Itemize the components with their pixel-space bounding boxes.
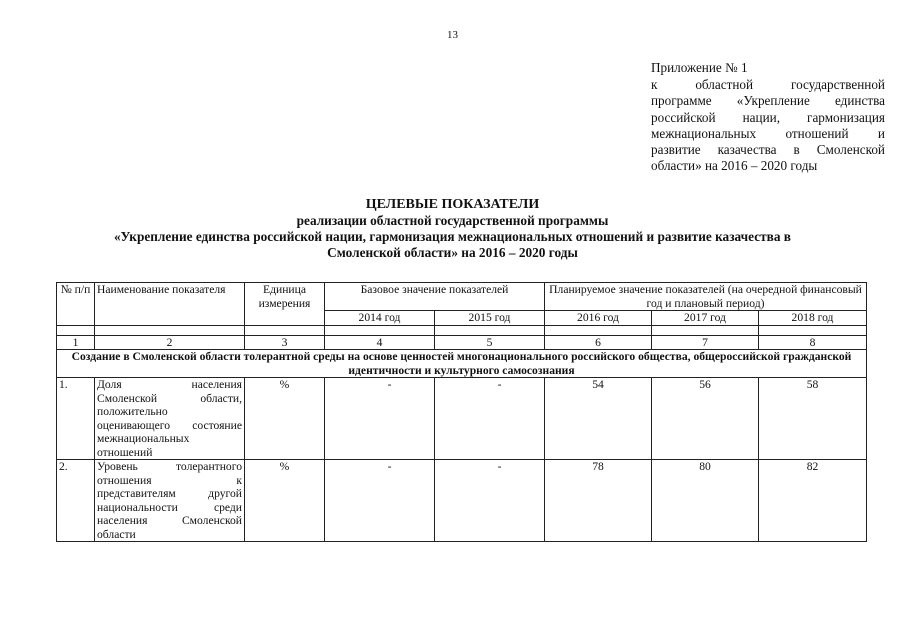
indicator-name-line: Уровень толерантного [97, 460, 242, 473]
indicator-name [95, 378, 245, 460]
column-number: 1 [57, 335, 95, 350]
page-number: 13 [447, 29, 458, 41]
value-2017: 80 [652, 460, 759, 542]
appendix-line: к областной государственной [651, 77, 885, 93]
indicator-name-line: Доля населения [97, 378, 242, 391]
document-heading [0, 197, 905, 261]
table-row [57, 378, 867, 460]
appendix-line: развитие казачества в Смоленской [651, 142, 885, 158]
value-2016: 78 [545, 460, 652, 542]
value-2015: - [435, 378, 545, 460]
value-2018: 82 [759, 460, 867, 542]
unit-value: % [245, 378, 325, 460]
year-header: 2014 год [325, 311, 435, 326]
indicator-name-line: области [97, 527, 136, 541]
header-planned: Планируемое значение показателей (на очередной финансовый год и плановый период) [545, 283, 867, 311]
section-title: Создание в Смоленской области толерантной среды на основе ценностей многонационального российского общества, общероссийской гражданской идентичности и культурного самосознания [57, 350, 867, 378]
column-number: 2 [95, 335, 245, 350]
header-name: Наименование показателя [95, 283, 245, 326]
appendix-line: межнациональных отношений и [651, 125, 885, 141]
unit-value: % [245, 460, 325, 542]
column-number: 8 [759, 335, 867, 350]
indicator-name-line: отношения к [97, 473, 242, 487]
value-2018: 58 [759, 378, 867, 460]
appendix-line: области» на 2016 – 2020 годы [651, 158, 818, 174]
indicator-name-line: межнациональных [97, 432, 190, 445]
column-number: 7 [652, 335, 759, 350]
heading-subtitle: реализации областной государственной программы [296, 213, 609, 228]
indicator-name-line: национальности среди [97, 500, 242, 514]
indicator-name [95, 460, 245, 542]
column-number: 4 [325, 335, 435, 350]
table-row [57, 460, 867, 542]
indicators-table [56, 282, 867, 542]
column-number: 3 [245, 335, 325, 350]
header-base: Базовое значение показателей [325, 283, 545, 311]
indicator-name-line: представителям другой [97, 487, 242, 500]
year-header: 2018 год [759, 311, 867, 326]
year-header: 2015 год [435, 311, 545, 326]
value-2016: 54 [545, 378, 652, 460]
row-number: 2. [57, 460, 95, 542]
appendix-line: программе «Укрепление единства [651, 93, 885, 109]
column-numbers-row [57, 335, 867, 350]
header-unit: Единица измерения [245, 283, 325, 326]
year-header: 2016 год [545, 311, 652, 326]
appendix-line: российской нации, гармонизация [651, 109, 885, 125]
value-2017: 56 [652, 378, 759, 460]
table-header-row [57, 283, 867, 311]
indicator-name-line: населения Смоленской [97, 514, 242, 527]
heading-program-name: «Укрепление единства российской нации, гармонизация межнациональных отношений и развитие казачества в [113, 229, 791, 244]
value-2014: - [325, 378, 435, 460]
value-2015: - [435, 460, 545, 542]
table-spacer-row [57, 325, 867, 335]
value-2014: - [325, 460, 435, 542]
indicator-name-line: оценивающего состояние [97, 418, 242, 432]
appendix-block [651, 60, 885, 174]
appendix-title: Приложение № 1 [651, 60, 748, 75]
column-number: 6 [545, 335, 652, 350]
section-row [57, 350, 867, 378]
row-number: 1. [57, 378, 95, 460]
indicator-name-line: отношений [97, 445, 153, 459]
year-header: 2017 год [652, 311, 759, 326]
header-num: № п/п [57, 283, 95, 326]
indicator-name-line: положительно [97, 405, 168, 418]
heading-program-name-cont: Смоленской области» на 2016 – 2020 годы [327, 245, 578, 260]
indicator-name-line: Смоленской области, [97, 391, 242, 405]
column-number: 5 [435, 335, 545, 350]
heading-title: ЦЕЛЕВЫЕ ПОКАЗАТЕЛИ [365, 197, 540, 212]
